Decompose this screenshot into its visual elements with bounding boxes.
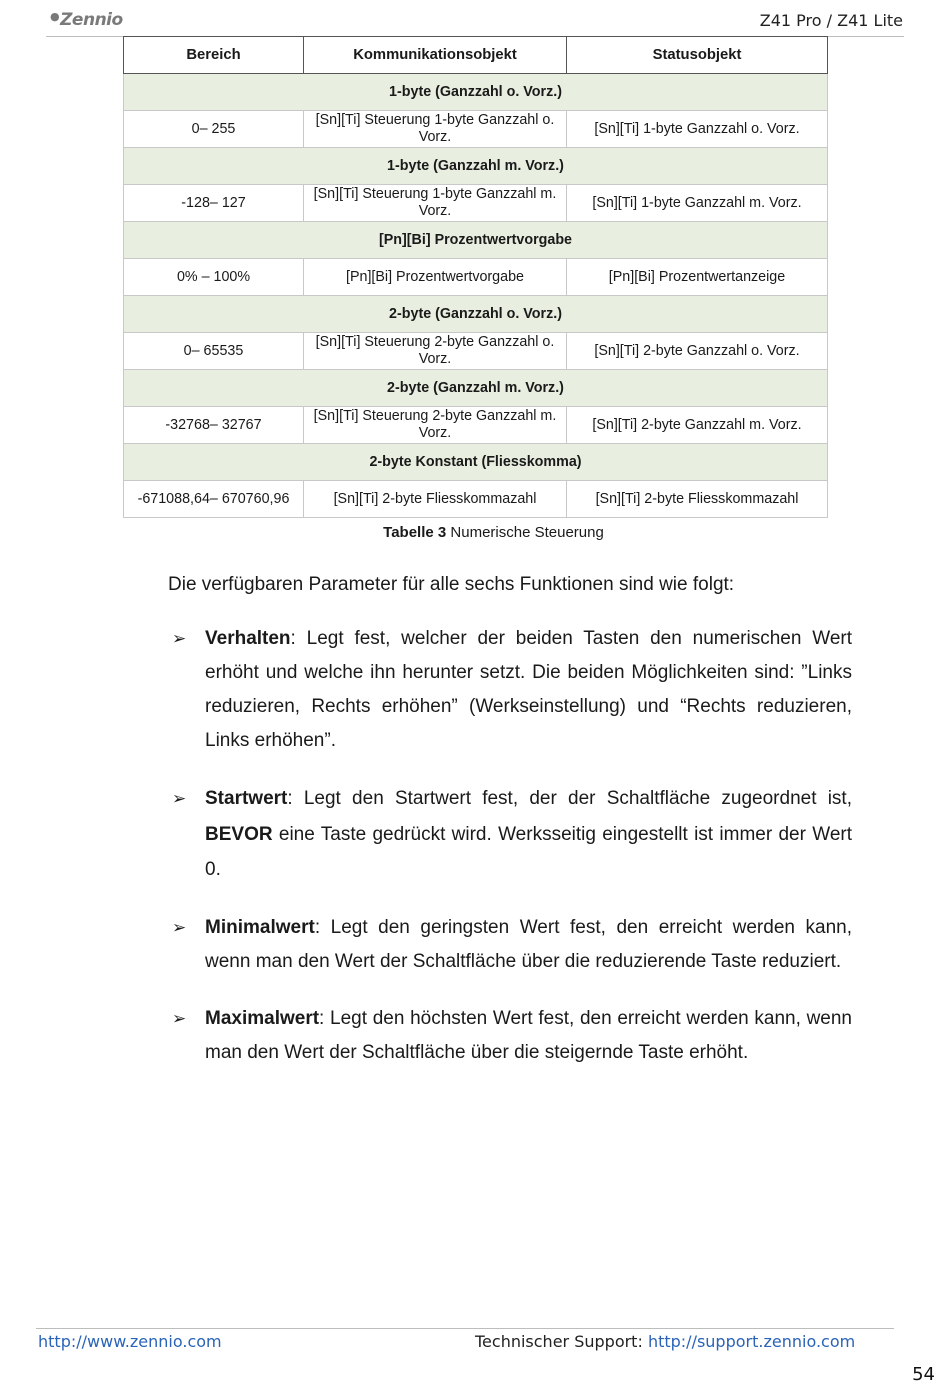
caption-label: Tabelle 3 xyxy=(383,524,447,541)
comm-object-cell: [Sn][Ti] Steuerung 2-byte Ganzzahl m. Vorz. xyxy=(304,407,567,444)
comm-object-cell: [Sn][Ti] Steuerung 2-byte Ganzzahl o. Vorz. xyxy=(304,333,567,370)
table-row xyxy=(124,111,828,148)
intro-paragraph: Die verfügbaren Parameter für alle sechs Funktionen sind wie folgt: xyxy=(168,574,735,595)
status-object-cell: [Sn][Ti] 1-byte Ganzzahl m. Vorz. xyxy=(567,185,828,222)
section-title: 1-byte (Ganzzahl m. Vorz.) xyxy=(124,148,828,185)
support-link[interactable]: http://support.zennio.com xyxy=(647,1332,856,1351)
table-section-row xyxy=(124,74,828,111)
page-number: 54 xyxy=(912,1364,935,1385)
table-section-row xyxy=(124,444,828,481)
column-header-statusobjekt: Statusobjekt xyxy=(567,37,828,74)
website-link[interactable]: http://www.zennio.com xyxy=(38,1332,222,1351)
parameter-description: : Legt den geringsten Wert fest, den erreicht werden kann, wenn man den Wert der Schaltfläche über die reduzierende Taste reduziert. xyxy=(205,916,852,972)
caption-text: Numerische Steuerung xyxy=(446,524,604,541)
table-header-row xyxy=(124,37,828,74)
table-row xyxy=(124,259,828,296)
status-object-cell: [Sn][Ti] 2-byte Ganzzahl m. Vorz. xyxy=(567,407,828,444)
table-section-row xyxy=(124,370,828,407)
list-item xyxy=(172,911,852,980)
parameter-description-cont: eine Taste gedrückt wird. Werksseitig eingestellt ist immer der Wert 0. xyxy=(205,823,852,880)
range-cell: 0– 255 xyxy=(124,111,304,148)
emphasis-text: BEVOR xyxy=(205,823,273,845)
table-section-row xyxy=(124,296,828,333)
list-item xyxy=(172,781,852,888)
section-title: 2-byte (Ganzzahl m. Vorz.) xyxy=(124,370,828,407)
zennio-logo xyxy=(50,10,123,30)
list-item xyxy=(172,1002,852,1071)
logo-text: Zennio xyxy=(60,10,123,30)
table-row xyxy=(124,333,828,370)
range-cell: -128– 127 xyxy=(124,185,304,222)
column-header-bereich: Bereich xyxy=(124,37,304,74)
logo-dots-icon: ● xyxy=(50,10,60,23)
status-object-cell: [Pn][Bi] Prozentwertanzeige xyxy=(567,259,828,296)
range-cell: 0% – 100% xyxy=(124,259,304,296)
section-title: 2-byte Konstant (Fliesskomma) xyxy=(124,444,828,481)
comm-object-cell: [Sn][Ti] Steuerung 1-byte Ganzzahl m. Vorz. xyxy=(304,185,567,222)
arrow-bullet-icon: ➢ xyxy=(172,629,187,648)
range-cell: -671088,64– 670760,96 xyxy=(124,481,304,518)
arrow-bullet-icon: ➢ xyxy=(172,1008,187,1028)
section-title: 2-byte (Ganzzahl o. Vorz.) xyxy=(124,296,828,333)
column-header-kommunikationsobjekt: Kommunikationsobjekt xyxy=(304,37,567,74)
table-section-row xyxy=(124,148,828,185)
comm-object-cell: [Sn][Ti] Steuerung 1-byte Ganzzahl o. Vorz. xyxy=(304,111,567,148)
comm-object-cell: [Sn][Ti] 2-byte Fliesskommazahl xyxy=(304,481,567,518)
range-cell: 0– 65535 xyxy=(124,333,304,370)
status-object-cell: [Sn][Ti] 2-byte Fliesskommazahl xyxy=(567,481,828,518)
parameter-description: : Legt den höchsten Wert fest, den erreicht werden kann, wenn man den Wert der Schaltfläche über die steigernde Taste erhöht. xyxy=(205,1007,852,1063)
parameter-term: Minimalwert xyxy=(205,916,315,938)
comm-object-cell: [Pn][Bi] Prozentwertvorgabe xyxy=(304,259,567,296)
parameter-description: : Legt den Startwert fest, der der Schaltfläche zugeordnet ist, xyxy=(287,788,852,809)
section-title: 1-byte (Ganzzahl o. Vorz.) xyxy=(124,74,828,111)
numeric-control-table xyxy=(123,36,828,518)
support-info xyxy=(475,1332,855,1351)
table-caption xyxy=(0,524,950,541)
arrow-bullet-icon: ➢ xyxy=(172,917,187,937)
parameter-term: Maximalwert xyxy=(205,1007,320,1029)
section-title: [Pn][Bi] Prozentwertvorgabe xyxy=(124,222,828,259)
support-label: Technischer Support: xyxy=(475,1332,648,1351)
parameter-description: : Legt fest, welcher der beiden Tasten den numerischen Wert erhöht und welche ihn herunter setzt. Die beiden Möglichkeiten sind: ”Links reduzieren, Rechts erhöhen” (Werkseinstellung) und “Rechts reduzieren, Links erhöhen”. xyxy=(205,628,852,751)
table-section-row xyxy=(124,222,828,259)
table-row xyxy=(124,185,828,222)
list-item xyxy=(172,622,852,758)
range-cell: -32768– 32767 xyxy=(124,407,304,444)
status-object-cell: [Sn][Ti] 2-byte Ganzzahl o. Vorz. xyxy=(567,333,828,370)
parameter-list xyxy=(172,622,852,1071)
parameter-term: Verhalten xyxy=(205,628,291,649)
table-row xyxy=(124,407,828,444)
product-title: Z41 Pro / Z41 Lite xyxy=(759,11,903,30)
table-row xyxy=(124,481,828,518)
parameter-term: Startwert xyxy=(205,788,288,809)
arrow-bullet-icon: ➢ xyxy=(172,789,187,808)
status-object-cell: [Sn][Ti] 1-byte Ganzzahl o. Vorz. xyxy=(567,111,828,148)
footer-divider xyxy=(36,1328,894,1329)
